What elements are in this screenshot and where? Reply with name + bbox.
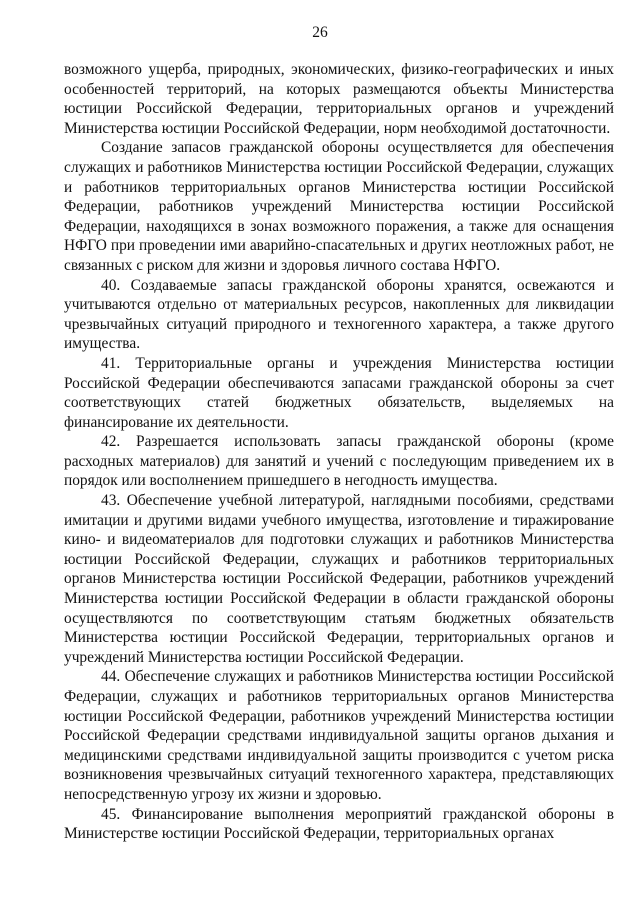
paragraph-44: 44. Обеспечение служащих и работников Министерства юстиции Российской Федерации, служащих и работников территориальных органов Министерства юстиции Российской Федерации, работников учреждений Министерства юстиции Российской Федерации средствами индивидуальной защиты органов дыхания и медицинскими средствами индивидуальной защиты производится с учетом риска возникновения чрезвычайных ситуаций техногенного характера, представляющих непосредственную угрозу их жизни и здоровью. — [64, 668, 614, 803]
paragraph-43: 43. Обеспечение учебной литературой, наглядными пособиями, средствами имитации и другими видами учебного имущества, изготовление и тиражирование кино- и видеоматериалов для подготовки служащих и работников Министерства юстиции Российской Федерации, служащих и работников территориальных органов Министерства юстиции Российской Федерации, работников учреждений Министерства юстиции Российской Федерации в области гражданской обороны осуществляются по соответствующим статьям бюджетных обязательств Министерства юстиции Российской Федерации, территориальных органов и учреждений Министерства юстиции Российской Федерации. — [64, 492, 614, 666]
paragraph-42: 42. Разрешается использовать запасы гражданской обороны (кроме расходных материалов) для занятий и учений с последующим приведением их в порядок или восполнением пришедшего в негодность имущества. — [64, 433, 614, 490]
paragraph-civil-defense-reserves: Создание запасов гражданской обороны осуществляется для обеспечения служащих и работников Министерства юстиции Российской Федерации, служащих и работников территориальных органов Министерства юстиции Российской Федерации, работников учреждений Министерства юстиции Российской Федерации, находящихся в зонах возможного поражения, а также для оснащения НФГО при проведении ими аварийно-спасательных и других неотложных работ, не связанных с риском для жизни и здоровья личного состава НФГО. — [64, 139, 614, 274]
paragraph-continuation: возможного ущерба, природных, экономических, физико-географических и иных особенностей территорий, на которых размещаются объекты Министерства юстиции Российской Федерации, территориальных органов и учреждений Министерства юстиции Российской Федерации, норм необходимой достаточности. — [64, 61, 614, 137]
paragraph-45: 45. Финансирование выполнения мероприятий гражданской обороны в Министерстве юстиции Российской Федерации, территориальных органах — [64, 805, 614, 843]
page-number: 26 — [312, 24, 328, 41]
paragraph-41: 41. Территориальные органы и учреждения Министерства юстиции Российской Федерации обеспечиваются запасами гражданской обороны за счет соответствующих статей бюджетных обязательств, выделяемых на финансирование их деятельности. — [64, 354, 614, 431]
paragraph-40: 40. Создаваемые запасы гражданской обороны хранятся, освежаются и учитываются отдельно от материальных ресурсов, накопленных для ликвидации чрезвычайных ситуаций природного и техногенного характера, а также другого имущества. — [64, 276, 614, 353]
document-body — [64, 60, 614, 844]
